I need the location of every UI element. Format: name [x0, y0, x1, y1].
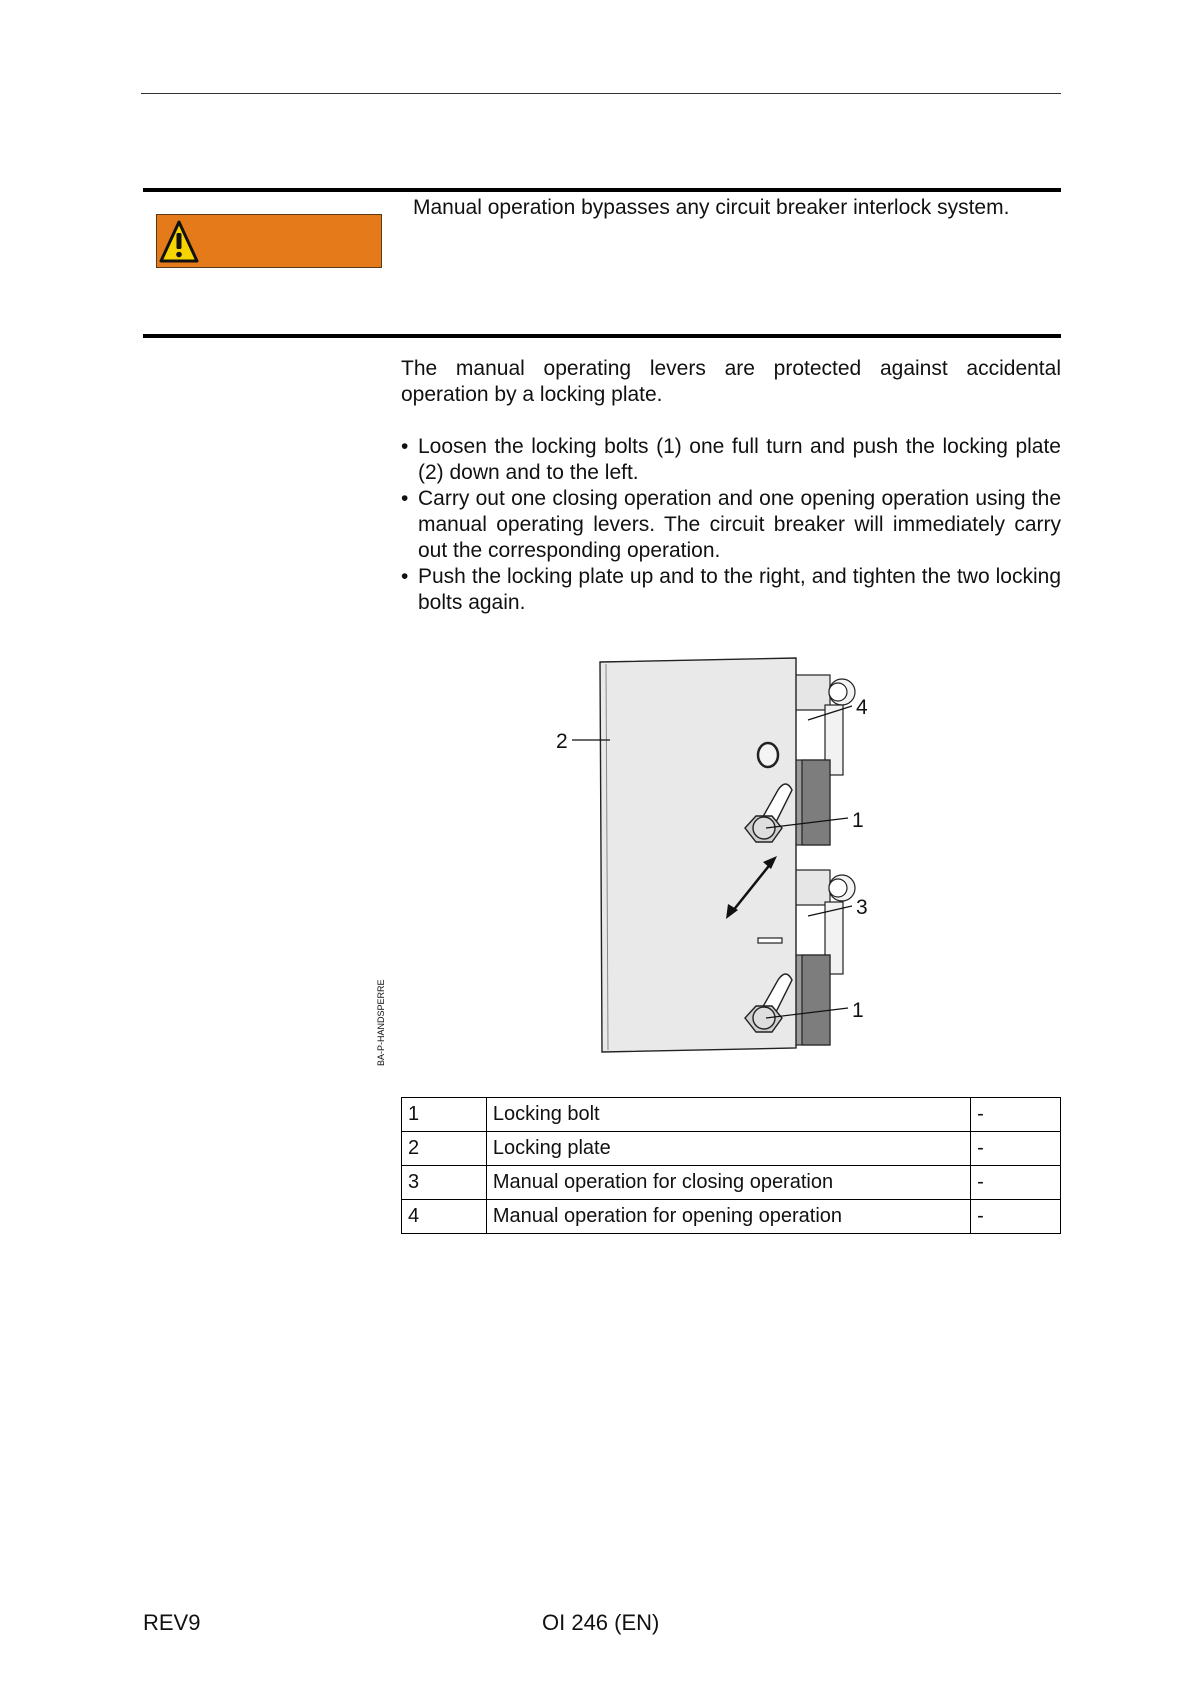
callout-1-upper: 1 — [852, 809, 864, 832]
mechanism-parts — [790, 675, 855, 1045]
bullet: • — [401, 435, 409, 458]
table-row — [402, 1200, 1061, 1234]
list-item: • Carry out one closing operation and one opening operation using the manual operating levers. The circuit breaker will immediately carry out the corresponding operation. — [401, 487, 1061, 562]
table-row — [402, 1166, 1061, 1200]
legend-desc: Manual operation for opening operation — [486, 1200, 970, 1234]
legend-note: - — [971, 1098, 1061, 1132]
figure-id: BA-P-HANDSPERRE — [376, 979, 386, 1066]
locking-plate — [600, 658, 796, 1052]
legend-num: 2 — [402, 1132, 487, 1166]
header-rule — [141, 93, 1061, 94]
locking-plate-figure — [556, 650, 900, 1060]
legend-desc: Locking plate — [486, 1132, 970, 1166]
callout-3: 3 — [856, 896, 868, 919]
warning-triangle-icon — [159, 219, 199, 265]
warning-top-rule — [143, 188, 1061, 192]
legend-table — [401, 1097, 1061, 1234]
warning-text: Manual operation bypasses any circuit breaker interlock system. — [413, 196, 1010, 219]
footer-revision: REV9 — [143, 1610, 201, 1635]
bullet: • — [401, 487, 409, 510]
list-item: • Push the locking plate up and to the right, and tighten the two locking bolts again. — [401, 565, 1061, 614]
footer-doc-id: OI 246 (EN) — [542, 1610, 660, 1635]
warning-label — [156, 214, 382, 268]
callout-2: 2 — [556, 730, 568, 753]
step-list — [401, 434, 1061, 616]
legend-note: - — [971, 1132, 1061, 1166]
legend-num: 4 — [402, 1200, 487, 1234]
bullet: • — [401, 565, 409, 588]
table-row — [402, 1098, 1061, 1132]
legend-note: - — [971, 1166, 1061, 1200]
legend-desc: Manual operation for closing operation — [486, 1166, 970, 1200]
callout-1-lower: 1 — [852, 999, 864, 1022]
warning-bottom-rule — [143, 334, 1061, 338]
table-row — [402, 1132, 1061, 1166]
legend-num: 3 — [402, 1166, 487, 1200]
legend-desc: Locking bolt — [486, 1098, 970, 1132]
slot-indicator — [758, 938, 782, 943]
intro-paragraph: The manual operating levers are protected against accidental operation by a locking plate. — [401, 357, 1061, 406]
callout-4: 4 — [856, 696, 868, 719]
legend-num: 1 — [402, 1098, 487, 1132]
list-item: • Loosen the locking bolts (1) one full turn and push the locking plate (2) down and to the left. — [401, 435, 1061, 484]
plate-hole — [758, 743, 778, 767]
legend-note: - — [971, 1200, 1061, 1234]
